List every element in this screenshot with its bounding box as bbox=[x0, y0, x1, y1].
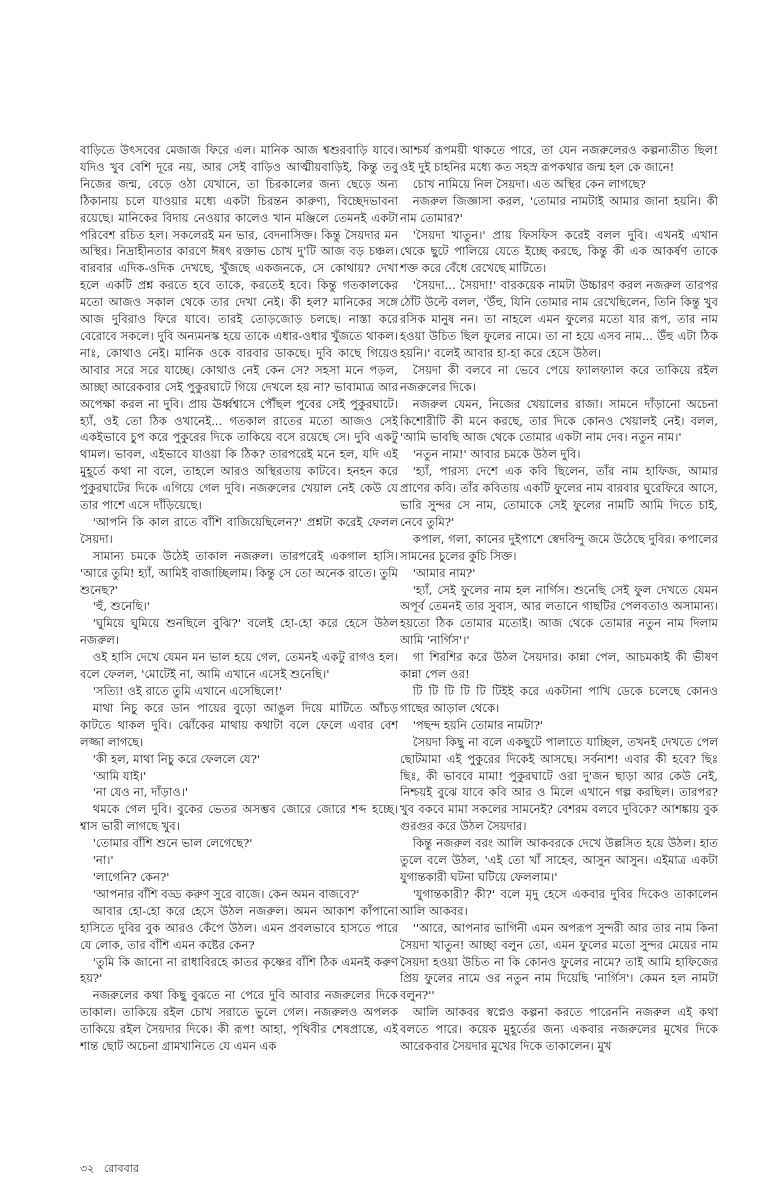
paragraph: 'হ্যাঁ, সেই ফুলের নাম হল নার্গিস। শুনেছি সেই ফুল দেখতে যেমন অপূর্ব তেমনই তার সুবাস, আর লতানে গাছটির পেলবতাও অসামান্য। হয়তো ঠিক তোমার মতোই। আজ থেকে তোমার নতুন নাম দিলাম আমি 'নার্গিস'।' bbox=[400, 582, 718, 648]
paragraph: 'সত্যি! ওই রাতে তুমি এখানে এসেছিলে!' bbox=[92, 684, 283, 698]
paragraph: আলি আকবর স্বপ্নেও কল্পনা করতে পারেননি নজরুল এই কথা বলতে পারে। কয়েক মুহূর্তের জন্য একবার নজরুলের মুখের দিকে আরেকবার সৈয়দার মুখের দিকে তাকালেন। মুখ bbox=[400, 1005, 718, 1054]
paragraph: 'তোমার বাঁশি শুনে ভাল লেগেছে?' bbox=[92, 836, 253, 851]
paragraph: 'নতুন নাম!' আবার চমকে উঠল দুবি। bbox=[412, 447, 581, 462]
page-footer bbox=[80, 1160, 145, 1179]
paragraph: নজরুলের কথা কিছু বুঝতে না পেরে দুবি আবার নজরুলের দিকে তাকাল। তাকিয়ে রইল চোখ সরাতে ভুলে গেল। নজরুলও অপলক তাকিয়ে রইল সৈয়দার দিকে। কী রূপ! আহা, পৃথিবীর শেষপ্রান্তে, এই শান্ত ছোট অচেনা গ্রামখানিতে যে এমন এক bbox=[80, 988, 398, 1054]
paragraph: গা শিরশির করে উঠল সৈয়দার। কান্না পেল, আচমকাই কী ভীষণ কান্না পেল ওর! bbox=[400, 650, 718, 682]
paragraph: 'তুমি কি জানো না রাধাবিরহে কাতর কৃষ্ণের বাঁশি ঠিক এমনই করুণ হয়?' bbox=[80, 954, 398, 986]
paragraph: 'আপনি কি কাল রাতে বাঁশি বাজিয়েছিলেন?' প্রশ্নটা করেই ফেলল সৈয়দা। bbox=[80, 514, 398, 546]
paragraph: 'সৈয়দা... সৈয়দা!' বারকয়েক নামটা উচ্চারণ করল নজরুল তারপর ঠোঁট উল্টে বলল, 'উঁহু, যিনি তোমার নাম রেখেছিলেন, তিনি কিন্তু খুব রসিক মানুষ নন। তা নাহলে এমন ফুলের মতো যার রূপ, তার নাম হওয়া উচিত ছিল ফুলের নামে। তা না হয়ে এসব নাম... উঁহু এটা ঠিক হয়নি।' বলেই আবার হা-হা করে হেসে উঠল। bbox=[400, 278, 718, 360]
article-column-right bbox=[400, 142, 718, 1142]
paragraph: আশ্চর্য রূপময়ী থাকতে পারে, তা যেন নজরুলেরও কল্পনাতীত ছিল! ওই দুই চাহনির মধ্যে কত সহস্র রূপকথার জন্ম হল কে জানে! bbox=[400, 143, 718, 174]
paragraph: থমকে গেল দুবি। বুকের ভেতর অসম্ভব জোরে জোরে শব্দ হচ্ছে। শ্বাস ভারী লাগছে খুব। bbox=[80, 802, 398, 834]
paragraph: সামান্য চমকে উঠেই তাকাল নজরুল। তারপরেই একগাল হাসি। 'আরে তুমি! হ্যাঁ, আমিই বাজাচ্ছিলাম। কিন্তু সে তো অনেক রাতে। তুমি শুনেছ?' bbox=[80, 548, 398, 597]
paragraph: বাড়িতে উৎসবের মেজাজ ফিরে এল। মানিক আজ শ্বশুরবাড়ি যাবে। যদিও খুব বেশি দূরে নয়, আর সেই বাড়িও আত্মীয়বাড়িই, কিন্তু তবু নিজের জন্ম, বেড়ে ওঠা যেখানে, তা চিরকালের জন্য ছেড়ে অন্য ঠিকানায় চলে যাওয়ার মধ্যে একটা চিরন্তন কারুণ্য, বিচ্ছেদভাবনা রয়েছে। মানিকের বিদায় নেওয়ার কালেও খান মঞ্জিলে তেমনই একটা পরিবেশ রচিত হল। সকলেরই মন ভার, বেদনাসিক্ত। কিন্তু সৈয়দার মন অস্থির। নিদ্রাহীনতার কারণে ঈষৎ রক্তাভ চোখ দু'টি আজ বড় চঞ্চল। বারবার এদিক-ওদিক দেখছে, খুঁজছে একজনকে, সে কোথায়? দেখা হলে একটি প্রশ্ন করতে হবে তাকে, করতেই হবে। কিন্তু গতকালকের মতো আজও সকাল থেকে তার দেখা নেই। কী হল? মানিকের সঙ্গে আজ দুবিরাও ফিরে যাবে। তারই তোড়জোড় চলছে। নাস্তা করে বেরোবে সকলে। দুবি অন্যমনস্ক হয়ে তাকে এধার-ওধার খুঁজতে থাকল। নাঃ, কোথাও নেই। মানিক ওকে বারবার ডাকছে। দুবি কাছে গিয়েও আবার সরে সরে যাচ্ছে। কোথাও নেই কেন সে? সহসা মনে পড়ল, আচ্ছা আরেকবার সেই পুকুরঘাটে গিয়ে দেখলে হয় না? ভাবামাত্র আর অপেক্ষা করল না দুবি। প্রায় ঊর্ধ্বশ্বাসে পৌঁছল পুবের সেই পুকুরঘাটে। হ্যাঁ, ওই তো ঠিক ওখানেই... গতকাল রাতের মতো আজও সেই একইভাবে চুপ করে পুকুরের দিকে তাকিয়ে বসে রয়েছে সে। দুবি একটু থামল। ভাবল, এইভাবে যাওয়া কি ঠিক? তারপরেই মনে হল, যদি এই মুহূর্তে কথা না বলে, তাহলে আরও অস্থিরতায় কাটবে। হনহন করে পুকুরঘাটের দিকে এগিয়ে গেল দুবি। নজরুলের খেয়াল নেই কেউ যে তার পাশে এসে দাঁড়িয়েছে। bbox=[80, 143, 398, 513]
paragraph: 'পছন্দ হয়নি তোমার নামটা?' bbox=[412, 717, 544, 732]
section-name: রোববার bbox=[103, 1162, 140, 1175]
paragraph: 'সৈয়দা খাতুন।' প্রায় ফিসফিস করেই বলল দুবি। এখনই এখান থেকে ছুটে পালিয়ে যেতে ইচ্ছে করছে, কিন্তু কী এক আকর্ষণ তাকে শক্ত করে বেঁধে রেখেছে মাটিতে। bbox=[400, 227, 718, 276]
paragraph: আবার হো-হো করে হেসে উঠল নজরুল। অমন আকাশ কাঁপানো হাসিতে দুবির বুক আরও কেঁপে উঠল। এমন প্রবলভাবে হাসতে পারে যে লোক, তার বাঁশি এমন কষ্টের কেন? bbox=[80, 903, 398, 952]
paragraph: নজরুল যেমন, নিজের খেয়ালের রাজা। সামনে দাঁড়ানো অচেনা কিশোরীটি কী মনে করছে, তার দিকে কোনও খেয়ালই নেই। বলল, 'আমি ভাবছি আজ থেকে তোমার একটা নাম দেব। নতুন নাম।' bbox=[400, 396, 718, 445]
paragraph: 'হুঁ, শুনেছি।' bbox=[92, 599, 150, 614]
paragraph: চোখ নামিয়ে নিল সৈয়দা। এত অস্থির কেন লাগছে? bbox=[412, 176, 646, 191]
paragraph: টি টি টি টি টি টিইই করে একটানা পাখি ডেকে চলেছে কোনও গাছের আড়াল থেকে। bbox=[400, 684, 718, 715]
paragraph: নজরুল জিজ্ঞাসা করল, 'তোমার নামটাই আমার জানা হয়নি। কী নাম তোমার?' bbox=[400, 193, 718, 225]
paragraph: কপাল, গলা, কানের দুইপাশে স্বেদবিন্দু জমে উঠেছে দুবির। কপালের সামনের চুলের কুচি সিক্ত। bbox=[400, 531, 718, 563]
paragraph: 'না যেও না, দাঁড়াও।' bbox=[92, 785, 189, 800]
paragraph: 'আমার নাম?' bbox=[412, 565, 476, 580]
paragraph: 'লাগেনি? কেন?' bbox=[92, 869, 170, 884]
paragraph: ''আরে, আপনার ভাগিনী এমন অপরূপ সুন্দরী আর তার নাম কিনা সৈয়দা খাতুন! আচ্ছা বলুন তো, এমন ফুলের মতো সুন্দর মেয়ের নাম সৈয়দা হওয়া উচিত না কি কোনও ফুলের নামে? তাই আমি হাফিজের প্রিয় ফুলের নামে ওর নতুন নাম দিয়েছি 'নার্গিস'। কেমন হল নামটা বলুন?'' bbox=[400, 920, 718, 1003]
page-number: ৩২ bbox=[80, 1162, 95, 1175]
paragraph: 'আমি যাই।' bbox=[92, 768, 147, 783]
paragraph: 'হ্যাঁ, পারস্য দেশে এক কবি ছিলেন, তাঁর নাম হাফিজ, আমার প্রাণের কবি। তাঁর কবিতায় একটি ফুলের নাম বারবার ঘুরেফিরে আসে, ভারি সুন্দর সে নাম, তোমাকে সেই ফুলের নামটি আমি দিতে চাই, নেবে তুমি?' bbox=[400, 464, 718, 529]
paragraph: সৈয়দা কিছু না বলে একছুটে পালাতে যাচ্ছিল, তখনই দেখতে পেল ছোটমামা এই পুকুরের দিকেই আসছে। সর্বনাশ! এবার কী হবে? ছিঃ ছিঃ, কী ভাববে মামা! পুকুরঘাটে ওরা দু'জন ছাড়া আর কেউ নেই, নিশ্চয়ই বুঝে যাবে কবি আর ও মিলে এখানে গল্প করছিল। তারপর? খুব বকবে মামা সকলের সামনেই? বেশরম বলবে দুবিকে? আশঙ্কায় বুক গুরগুর করে উঠল সৈয়দার। bbox=[400, 734, 718, 834]
paragraph: ওই হাসি দেখে যেমন মন ভাল হয়ে গেল, তেমনই একটু রাগও হল। বলে ফেলল, 'মোটেই না, আমি এখানে এসেই শুনেছি।' bbox=[80, 650, 398, 682]
paragraph: সৈয়দা কী বলবে না ভেবে পেয়ে ফ্যালফ্যাল করে তাকিয়ে রইল নজরুলের দিকে। bbox=[400, 362, 718, 394]
paragraph: 'যুগান্তকারী? কী?' বলে মৃদু হেসে একবার দুবির দিকেও তাকালেন আলি আকবর। bbox=[400, 886, 718, 918]
paragraph: কিন্তু নজরুল বরং আলি আকবরকে দেখে উল্লসিত হয়ে উঠল। হাত তুলে বলে উঠল, 'এই তো খাঁ সাহেব, আসুন আসুন। এইমাত্র একটা যুগান্তকারী ঘটনা ঘটিয়ে ফেললাম।' bbox=[400, 836, 718, 884]
paragraph: 'ঘুমিয়ে ঘুমিয়ে শুনছিলে বুঝি?' বলেই হো-হো করে হেসে উঠল নজরুল। bbox=[80, 616, 398, 648]
paragraph: 'কী হল, মাথা নিচু করে ফেললে যে?' bbox=[92, 751, 261, 766]
paragraph: 'না।' bbox=[92, 853, 114, 868]
paragraph: 'আপনার বাঁশি বড্ড করুণ সুরে বাজে। কেন অমন বাজবে?' bbox=[92, 886, 360, 901]
paragraph: মাথা নিচু করে ডান পায়ের বুড়ো আঙুল দিয়ে মাটিতে আঁচড় কাটতে থাকল দুবি। ঝোঁকের মাথায় কথাটা বলে ফেলে এবার বেশ লজ্জা লাগছে। bbox=[80, 700, 398, 749]
article-column-left bbox=[80, 142, 398, 1142]
